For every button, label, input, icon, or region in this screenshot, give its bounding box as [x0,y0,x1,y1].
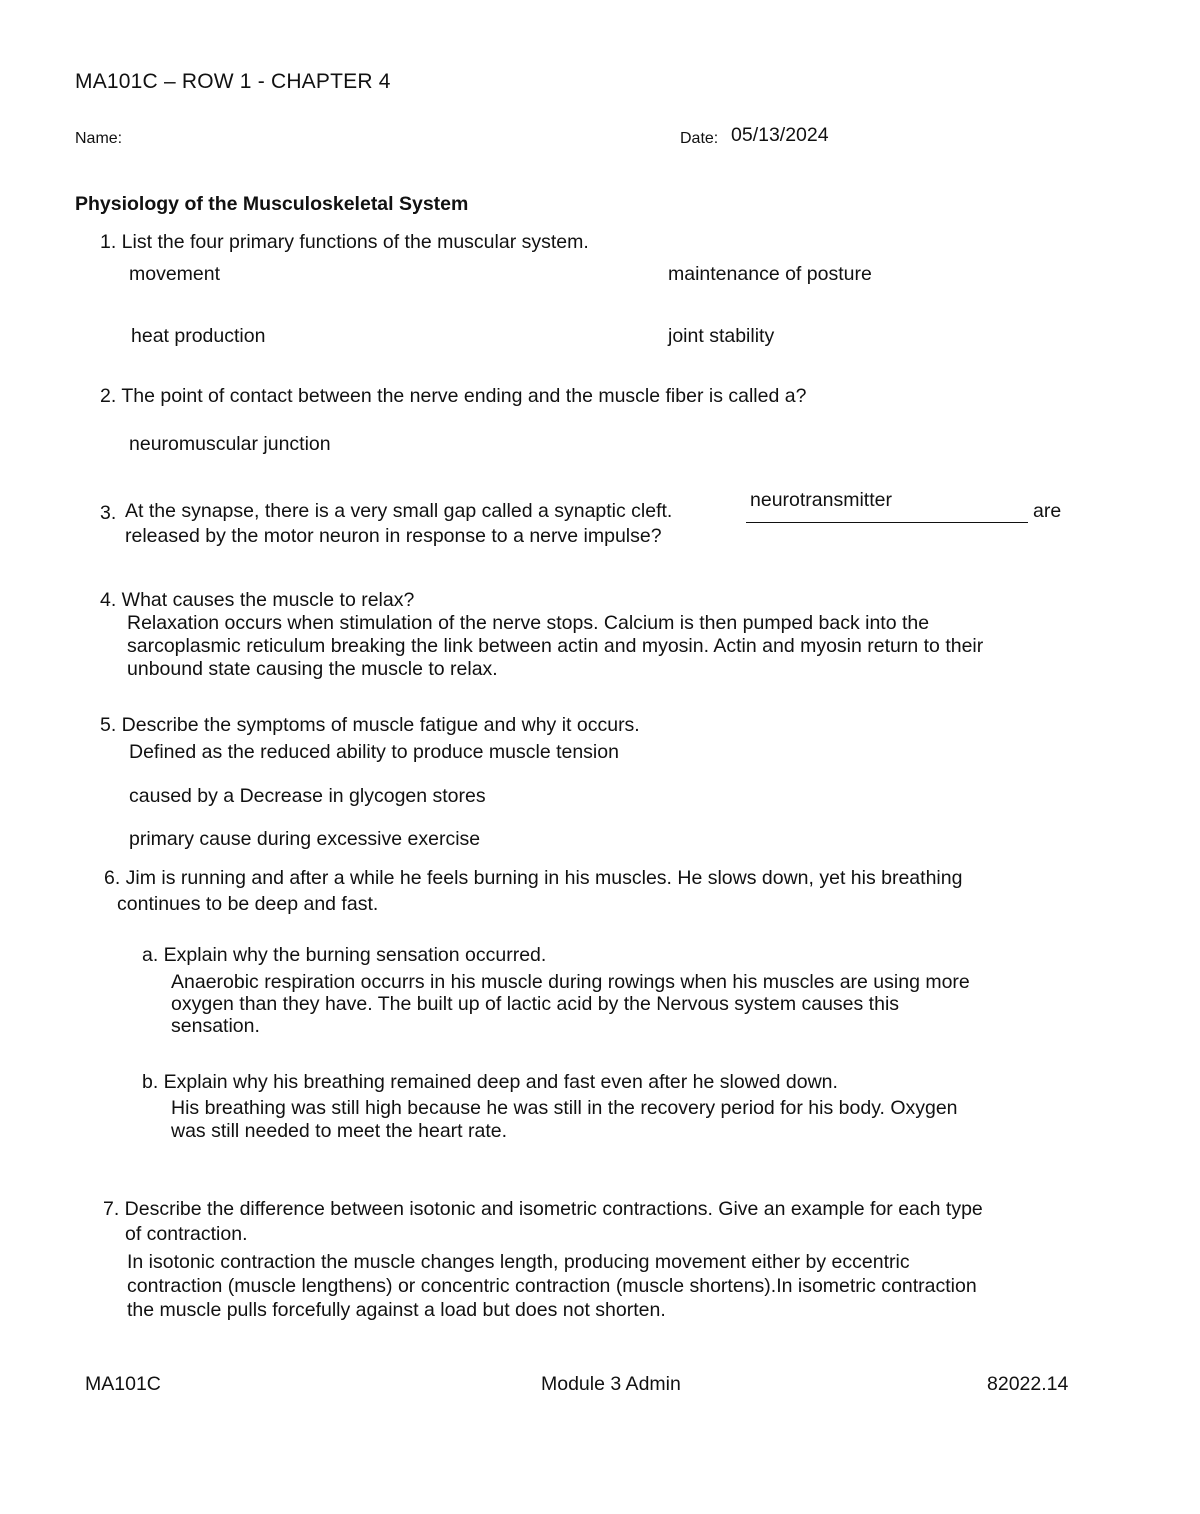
question-7-line-2: of contraction. [125,1223,248,1245]
footer-module: Module 3 Admin [541,1373,681,1395]
question-1: 1. List the four primary functions of the muscular system. [100,231,589,253]
q4-answer-line-2: sarcoplasmic reticulum breaking the link between actin and myosin. Actin and myosin return to their [127,635,984,657]
q3-answer: neurotransmitter [750,489,892,511]
question-4: 4. What causes the muscle to relax? [100,589,415,611]
q6b-answer-line-2: was still needed to meet the heart rate. [171,1120,508,1142]
question-6-line-2: continues to be deep and fast. [117,893,379,915]
question-5: 5. Describe the symptoms of muscle fatigue and why it occurs. [100,714,640,736]
date-value: 05/13/2024 [731,124,829,146]
q2-answer: neuromuscular junction [129,433,331,455]
q6b-answer-line-1: His breathing was still high because he was still in the recovery period for his body. Oxygen [171,1097,958,1119]
q1-answer-4: joint stability [668,325,775,347]
question-6b: b. Explain why his breathing remained deep and fast even after he slowed down. [142,1071,838,1093]
footer-course: MA101C [85,1373,161,1395]
section-title: Physiology of the Musculoskeletal System [75,193,469,215]
question-3-line2: released by the motor neuron in response to a nerve impulse? [125,525,662,547]
q7-answer-line-3: the muscle pulls forcefully against a load but does not shorten. [127,1299,666,1321]
q5-answer-3: primary cause during excessive exercise [129,828,481,850]
q5-answer-1: Defined as the reduced ability to produce muscle tension [129,741,619,763]
q5-answer-2: caused by a Decrease in glycogen stores [129,785,486,807]
date-label: Date: [680,130,719,147]
question-6a: a. Explain why the burning sensation occurred. [142,944,547,966]
q1-answer-3: heat production [131,325,266,347]
q6a-answer-line-2: oxygen than they have. The built up of lactic acid by the Nervous system causes this [171,993,900,1015]
q7-answer-line-2: contraction (muscle lengthens) or concentric contraction (muscle shortens).In isometric contraction [127,1275,977,1297]
q1-answer-1: movement [129,263,221,285]
q4-answer-line-1: Relaxation occurs when stimulation of the nerve stops. Calcium is then pumped back into the [127,612,930,634]
q6a-answer-line-1: Anaerobic respiration occurrs in his muscle during rowings when his muscles are using more [171,971,970,993]
q1-answer-2: maintenance of posture [668,263,872,285]
footer-code: 82022.14 [987,1373,1069,1395]
question-3-number: 3. [100,502,117,524]
q4-answer-line-3: unbound state causing the muscle to relax. [127,658,498,680]
document-title: MA101C – ROW 1 - CHAPTER 4 [75,70,391,93]
question-2: 2. The point of contact between the nerve ending and the muscle fiber is called a? [100,385,807,407]
q6a-answer-line-3: sensation. [171,1015,260,1037]
name-label: Name: [75,130,123,147]
question-3-text: At the synapse, there is a very small gap called a synaptic cleft. [125,500,673,522]
q7-answer-line-1: In isotonic contraction the muscle changes length, producing movement either by eccentric [127,1251,910,1273]
question-7-line-1: 7. Describe the difference between isotonic and isometric contractions. Give an example for each type [103,1198,983,1220]
question-3-text-after: are [1033,500,1062,522]
question-6-line-1: 6. Jim is running and after a while he feels burning in his muscles. He slows down, yet his breathing [104,867,963,889]
